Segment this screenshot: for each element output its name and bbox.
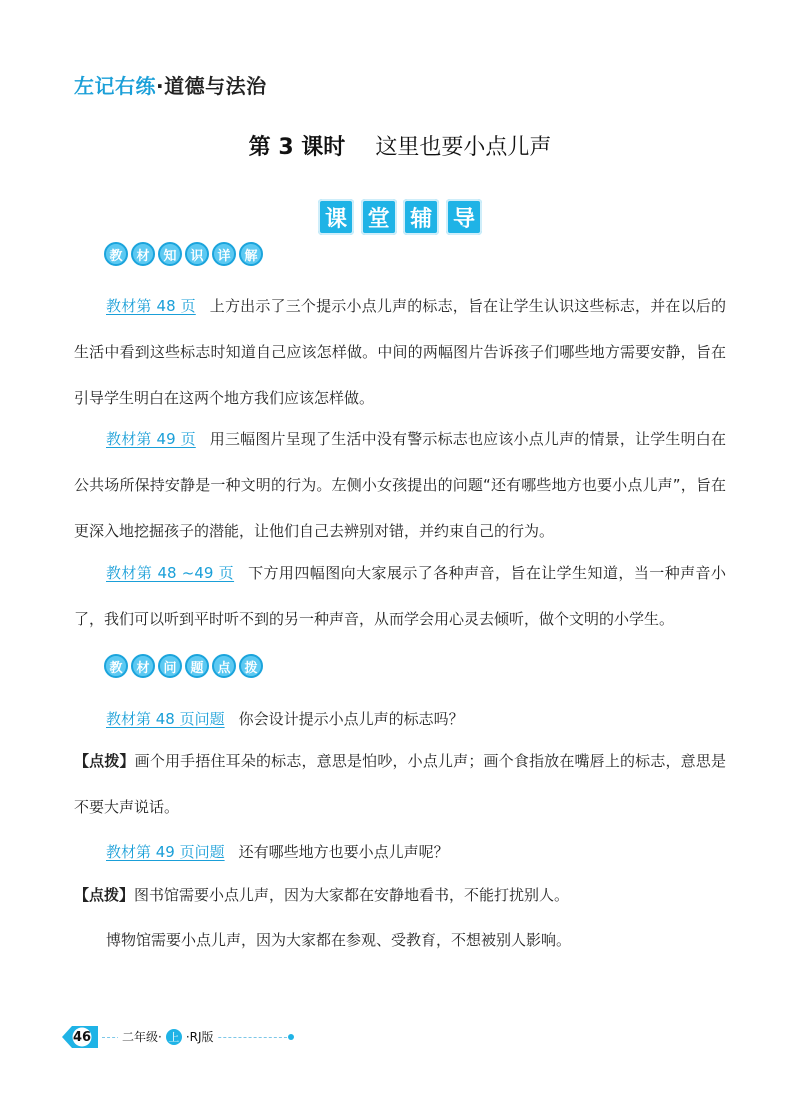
banner-char: 课 bbox=[318, 199, 354, 235]
tag-char: 识 bbox=[185, 242, 209, 266]
tip-label: 【点拨】 bbox=[74, 752, 135, 770]
tag-char: 材 bbox=[131, 242, 155, 266]
brand-name: 左记右练 bbox=[74, 74, 156, 98]
paragraph bbox=[74, 416, 726, 554]
paragraph-text: 上方出示了三个提示小点儿声的标志，旨在让学生认识这些标志，并在以后的生活中看到这些标志时知道自己应该怎样做。中间的两幅图片告诉孩子们哪些地方需要安静，旨在引导学生明白在这两个地方我们应该怎样做。 bbox=[74, 297, 726, 407]
tag-char: 详 bbox=[212, 242, 236, 266]
grade-label bbox=[118, 1028, 218, 1045]
tag-char: 拨 bbox=[239, 654, 263, 678]
brand-subject: ·道德与法治 bbox=[156, 74, 267, 98]
question-text: 还有哪些地方也要小点儿声呢？ bbox=[238, 843, 449, 861]
paragraph-text: 用三幅图片呈现了生活中没有警示标志也应该小点儿声的情景，让学生明白在公共场所保持安静是一种文明的行为。左侧小女孩提出的问题“还有哪些地方也要小点儿声”，旨在更深入地挖掘孩子的潜能，让他们自己去辨别对错，并约束自己的行为。 bbox=[74, 430, 726, 540]
banner-char: 堂 bbox=[361, 199, 397, 235]
textbook-ref: 教材第 49 页 bbox=[106, 430, 196, 448]
footer-end-dot bbox=[288, 1034, 294, 1040]
paragraph bbox=[74, 283, 726, 421]
section-tag-knowledge bbox=[104, 242, 266, 266]
tip-answer-continued bbox=[74, 917, 726, 963]
tag-char: 教 bbox=[104, 654, 128, 678]
banner-char: 辅 bbox=[403, 199, 439, 235]
grade-term: 上 bbox=[166, 1029, 182, 1045]
page-title bbox=[0, 130, 800, 161]
lesson-name: 这里也要小点儿声 bbox=[375, 135, 552, 160]
grade-prefix: 二年级 bbox=[122, 1030, 159, 1044]
tag-char: 材 bbox=[131, 654, 155, 678]
tag-char: 解 bbox=[239, 242, 263, 266]
edition: RJ版 bbox=[189, 1030, 214, 1044]
tip-text: 画个用手捂住耳朵的标志，意思是怕吵，小点儿声；画个食指放在嘴唇上的标志，意思是不要大声说话。 bbox=[74, 752, 726, 816]
tag-char: 点 bbox=[212, 654, 236, 678]
tag-char: 问 bbox=[158, 654, 182, 678]
tag-char: 题 bbox=[185, 654, 209, 678]
grade-dot: · bbox=[158, 1029, 162, 1044]
page-footer bbox=[62, 1026, 302, 1048]
question bbox=[74, 829, 726, 875]
section-banner bbox=[318, 199, 482, 235]
page-number-badge bbox=[62, 1026, 98, 1048]
textbook-ref: 教材第 48 ~49 页 bbox=[106, 564, 235, 582]
section-tag-questions bbox=[104, 654, 266, 678]
question bbox=[74, 696, 726, 742]
tip-answer bbox=[74, 872, 726, 918]
textbook-ref: 教材第 48 页问题 bbox=[106, 710, 225, 728]
tip-answer bbox=[74, 738, 726, 830]
tip-label: 【点拨】 bbox=[74, 886, 135, 904]
tag-char: 知 bbox=[158, 242, 182, 266]
question-text: 你会设计提示小点儿声的标志吗？ bbox=[238, 710, 464, 728]
tag-char: 教 bbox=[104, 242, 128, 266]
brand-header bbox=[74, 70, 267, 99]
textbook-ref: 教材第 48 页 bbox=[106, 297, 196, 315]
paragraph-text: 下方用四幅图向大家展示了各种声音，旨在让学生知道，当一种声音小了，我们可以听到平时听不到的另一种声音，从而学会用心灵去倾听，做个文明的小学生。 bbox=[74, 564, 726, 628]
lesson-number: 第 3 课时 bbox=[248, 135, 346, 160]
page-number: 46 bbox=[72, 1029, 92, 1045]
tip-text: 博物馆需要小点儿声，因为大家都在参观、受教育，不想被别人影响。 bbox=[106, 931, 572, 949]
grade-dot: · bbox=[185, 1029, 190, 1044]
textbook-ref: 教材第 49 页问题 bbox=[106, 843, 225, 861]
banner-char: 导 bbox=[446, 199, 482, 235]
paragraph bbox=[74, 550, 726, 642]
tip-text: 图书馆需要小点儿声，因为大家都在安静地看书，不能打扰别人。 bbox=[134, 886, 570, 904]
